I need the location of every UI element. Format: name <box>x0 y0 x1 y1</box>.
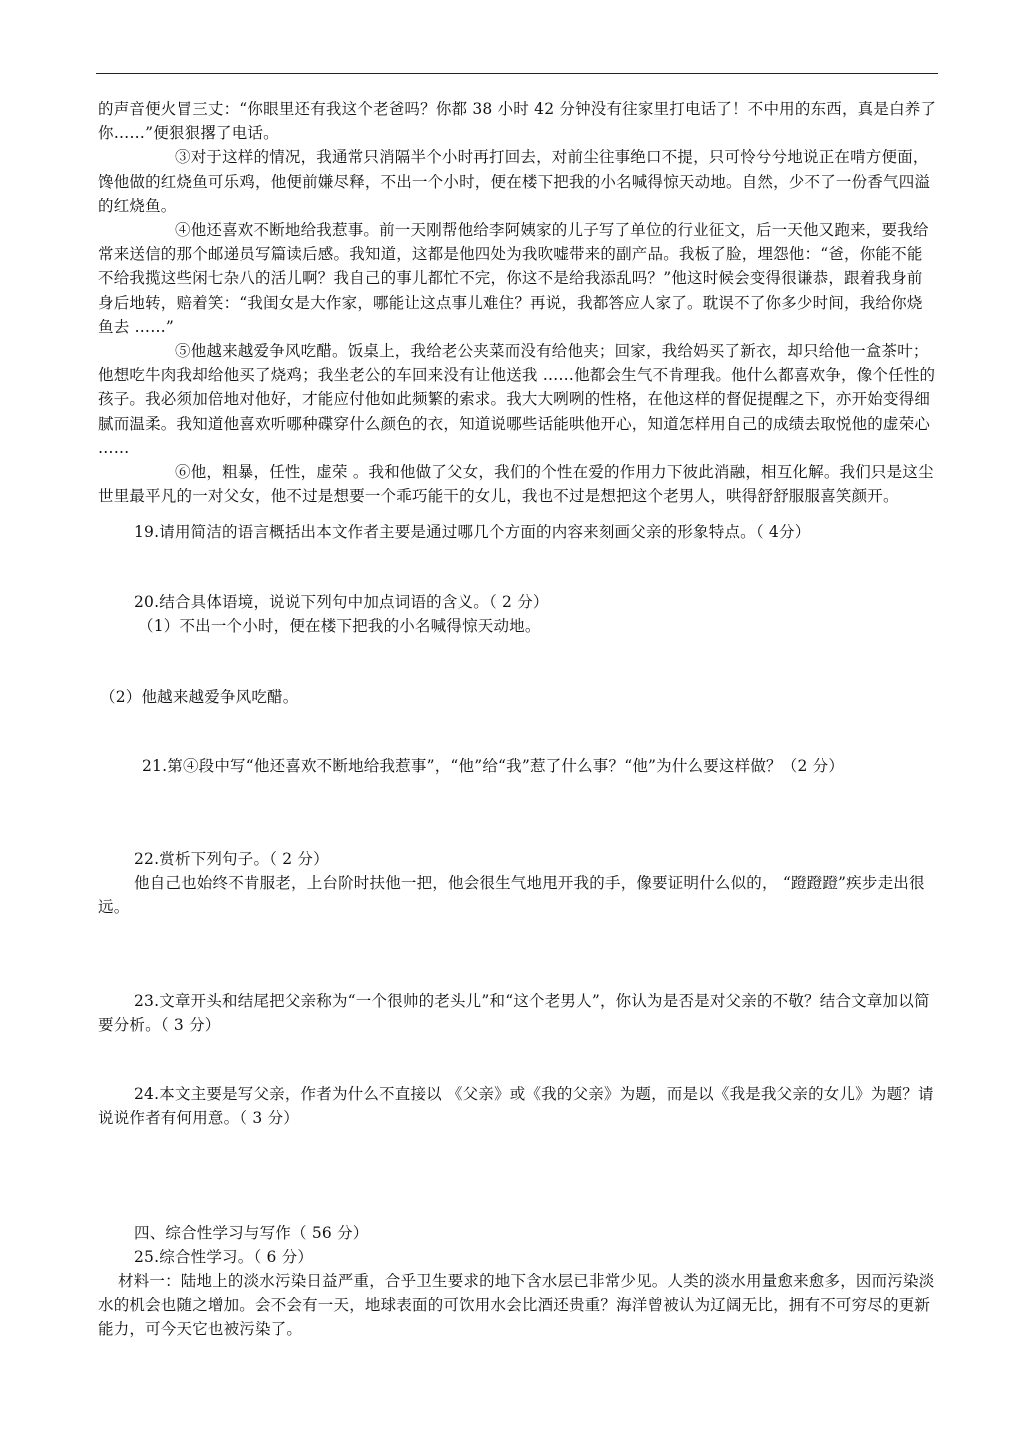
passage-excerpt <box>98 97 938 508</box>
question-20-item-2: （2）他越来越爱争风吃醋。 <box>100 688 299 706</box>
paragraph-5: ⑤他越来越爱争风吃醋。饭桌上，我给老公夹菜而没有给他夹；回家，我给妈买了新衣，却只给他一盒茶叶；他想吃牛肉我却给他买了烧鸡；我坐老公的车回来没有让他送我 ……他都会生气不肯理我。他什么都喜欢争，像个任性的孩子。我必须加倍地对他好，才能应付他如此频繁的索求。我大大咧咧的性格，在他这样的督促提醒之下，亦开始变得细腻而温柔。我知道他喜欢听哪种碟穿什么颜色的衣，知道说哪些话能哄他开心，知道怎样用自己的成绩去取悦他的虚荣心 …… <box>98 342 936 457</box>
paragraph-6: ⑥他，粗暴，任性，虚荣 。我和他做了父女，我们的个性在爱的作用力下彼此消融，相互化解。我们只是这尘世里最平凡的一对父女，他不过是想要一个乖巧能干的女儿，我也不过是想把这个老男人，哄得舒舒服服喜笑颜开。 <box>98 463 934 506</box>
question-22-sentence: 他自己也始终不肯服老，上台阶时扶他一把，他会很生气地甩开我的手，像要证明什么似的， “蹬蹬蹬”疾步走出很远。 <box>98 874 925 917</box>
question-22: 22.赏析下列句子。（ 2 分） <box>134 850 329 868</box>
material-1: 材料一：陆地上的淡水污染日益严重，合乎卫生要求的地下含水层已非常少见。人类的淡水用量愈来愈多，因而污染淡水的机会也随之增加。会不会有一天，地球表面的可饮用水会比酒还贵重？海洋曾被认为辽阔无比，拥有不可穷尽的更新能力，可今天它也被污染了。 <box>98 1272 935 1339</box>
paragraph-2-tail: 的声音便火冒三丈：“你眼里还有我这个老爸吗？你都 38 小时 42 分钟没有往家里打电话了！不中用的东西，真是白养了你……”便狠狠撂了电话。 <box>98 100 937 143</box>
header-rule <box>96 73 938 74</box>
question-24: 24.本文主要是写父亲，作者为什么不直接以 《父亲》或《我的父亲》为题，而是以《我是我父亲的女儿》为题？请说说作者有何用意。（ 3 分） <box>98 1085 934 1128</box>
question-21: 21.第④段中写“他还喜欢不断地给我惹事”，“他”给“我”惹了什么事？“他”为什么要这样做？（2 分） <box>142 757 845 775</box>
paragraph-4: ④他还喜欢不断地给我惹事。前一天刚帮他给李阿姨家的儿子写了单位的行业征文，后一天他又跑来，要我给常来送信的那个邮递员写篇读后感。我知道，这都是他四处为我吹嘘带来的副产品。我板了脸，埋怨他：“爸，你能不能不给我揽这些闲七杂八的活儿啊？我自己的事儿都忙不完，你这不是给我添乱吗？”他这时候会变得很谦恭，跟着我身前身后地转，赔着笑：“我闺女是大作家，哪能让这点事儿难住？再说，我都答应人家了。耽误不了你多少时间，我给你烧鱼去 ……” <box>98 221 929 336</box>
question-23: 23.文章开头和结尾把父亲称为“一个很帅的老头儿”和“这个老男人”，你认为是否是对父亲的不敬？结合文章加以简要分析。（ 3 分） <box>98 992 930 1035</box>
question-19: 19.请用简洁的语言概括出本文作者主要是通过哪几个方面的内容来刻画父亲的形象特点。（ 4分） <box>134 523 811 541</box>
paragraph-3: ③对于这样的情况，我通常只消隔半个小时再打回去，对前尘往事绝口不提，只可怜兮兮地说正在啃方便面，馋他做的红烧鱼可乐鸡，他便前嫌尽释，不出一个小时，便在楼下把我的小名喊得惊天动地。自然，少不了一份香气四溢的红烧鱼。 <box>98 148 931 215</box>
question-20-item-1: （1）不出一个小时，便在楼下把我的小名喊得惊天动地。 <box>138 617 541 635</box>
section-4-heading: 四、综合性学习与写作（ 56 分） <box>134 1224 369 1242</box>
question-25: 25.综合性学习。（ 6 分） <box>134 1248 314 1266</box>
question-20: 20.结合具体语境，说说下列句中加点词语的含义。（ 2 分） <box>134 593 549 611</box>
